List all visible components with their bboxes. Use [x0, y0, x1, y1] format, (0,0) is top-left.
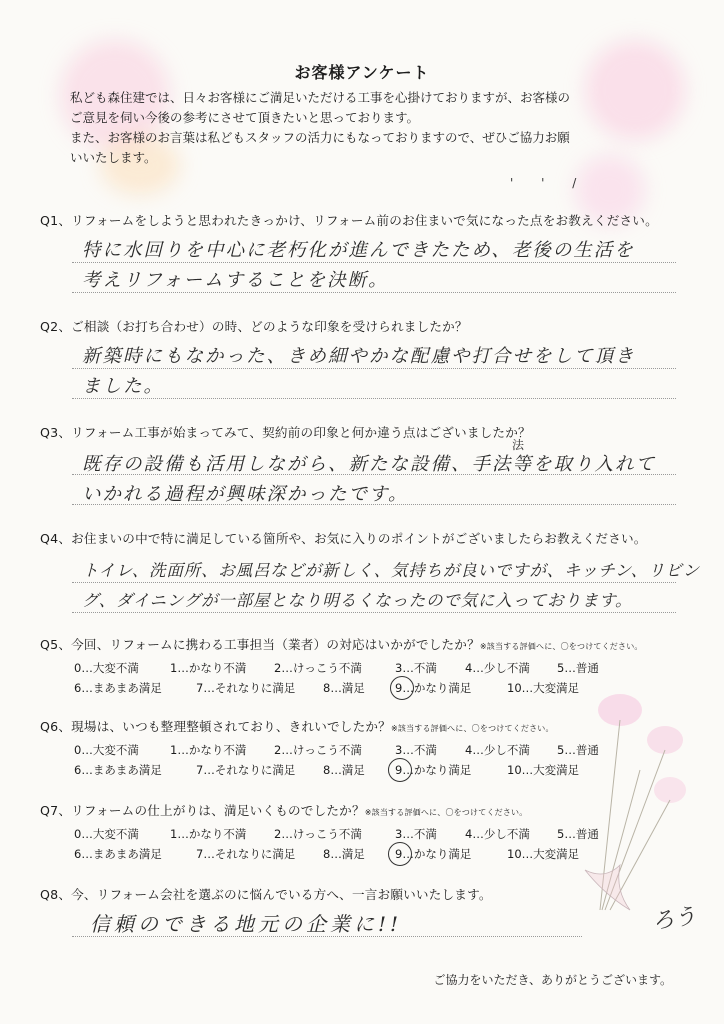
rating-note: ※該当する評価へに、〇をつけてください。	[364, 808, 528, 817]
rating-note: ※該当する評価へに、〇をつけてください。	[390, 724, 554, 733]
rating-option-8[interactable]: 8…満足	[323, 763, 365, 777]
question-7-text: Q7、リフォームの仕上がりは、満足いくものでしたか？	[40, 803, 365, 818]
question-2: Q2、ご相談（お打ち合わせ）の時、どのような印象を受けられましたか？	[40, 319, 468, 334]
question-5	[40, 634, 700, 653]
rating-option-5[interactable]: 5…普通	[557, 743, 599, 757]
answer-1-line-2: 考えリフォームすることを決断。	[82, 270, 389, 291]
intro-line: また、お客様のお言葉は私どもスタッフの活力にもなっておりますので、ぜひご協力お願	[70, 130, 570, 145]
question-7	[40, 800, 700, 819]
question-4: Q4、お住まいの中で特に満足している箇所や、お気に入りのポイントがございましたらお教えください。	[40, 531, 647, 546]
rating-option-7[interactable]: 7…それなりに満足	[196, 681, 296, 695]
rating-option-3[interactable]: 3…不満	[395, 827, 437, 841]
rating-option-1[interactable]: 1…かなり不満	[170, 743, 247, 757]
rating-scale-q6-row-1	[74, 742, 599, 758]
rating-option-3[interactable]: 3…不満	[395, 661, 437, 675]
answer-8-line-1: 信頼のできる地元の企業に!!	[90, 912, 403, 936]
intro-line: 私ども森住建では、日々お客様にご満足いただける工事を心掛けておりますが、お客様の	[70, 90, 571, 105]
answer-3-insert-mark: 法	[512, 438, 525, 452]
rating-option-2[interactable]: 2…けっこう不満	[274, 661, 362, 675]
rating-scale-q6-row-2	[74, 762, 594, 778]
rating-option-2[interactable]: 2…けっこう不満	[274, 743, 362, 757]
thanks-message: ご協力をいただき、ありがとうございます。	[433, 973, 672, 987]
question-5-text: Q5、今回、リフォームに携わる工事担当（業者）の対応はいかがでしたか？	[40, 637, 480, 652]
intro-text	[70, 88, 690, 168]
rating-option-9[interactable]: 9…かなり満足	[395, 681, 472, 695]
rating-option-10[interactable]: 10…大変満足	[507, 681, 580, 695]
rating-option-4[interactable]: 4…少し不満	[465, 661, 530, 675]
question-8: Q8、今、リフォーム会社を選ぶのに悩んでいる方へ、一言お願いいたします。	[40, 887, 492, 902]
intro-line: ご意見を伺い今後の参考にさせて頂きたいと思っております。	[70, 110, 420, 125]
answer-2-line-1: 新築時にもなかった、きめ細やかな配慮や打合せをして頂き	[82, 346, 636, 367]
rating-option-4[interactable]: 4…少し不満	[465, 827, 530, 841]
rating-option-8[interactable]: 8…満足	[323, 847, 365, 861]
rating-option-1[interactable]: 1…かなり不満	[170, 827, 247, 841]
answer-line	[72, 368, 676, 369]
page-title: お客様アンケート	[294, 63, 430, 82]
rating-option-6[interactable]: 6…まあまあ満足	[74, 847, 162, 861]
rating-option-4[interactable]: 4…少し不満	[465, 743, 530, 757]
answer-line	[72, 262, 676, 263]
rating-option-5[interactable]: 5…普通	[557, 661, 599, 675]
answer-4-line-1: トイレ、洗面所、お風呂などが新しく、気持ちが良いですが、キッチン、リビン	[82, 561, 700, 580]
rating-option-6[interactable]: 6…まあまあ満足	[74, 681, 162, 695]
answer-line	[72, 582, 676, 583]
rating-option-9[interactable]: 9…かなり満足	[395, 763, 472, 777]
selected-rating-circle	[390, 676, 414, 700]
rating-scale-q5-row-1	[74, 660, 599, 676]
rating-option-6[interactable]: 6…まあまあ満足	[74, 763, 162, 777]
rating-option-0[interactable]: 0…大変不満	[74, 827, 139, 841]
rating-option-5[interactable]: 5…普通	[557, 827, 599, 841]
rating-scale-q7-row-2	[74, 846, 594, 862]
rating-option-1[interactable]: 1…かなり不満	[170, 661, 247, 675]
rating-option-0[interactable]: 0…大変不満	[74, 743, 139, 757]
answer-3-line-1: 既存の設備も活用しながら、新たな設備、手法等を取り入れて	[82, 454, 657, 475]
signature-mark: ろう	[650, 904, 698, 935]
answer-3-line-2: いかれる過程が興味深かったです。	[82, 484, 409, 505]
rating-option-9[interactable]: 9…かなり満足	[395, 847, 472, 861]
rating-option-3[interactable]: 3…不満	[395, 743, 437, 757]
rating-option-7[interactable]: 7…それなりに満足	[196, 847, 296, 861]
answer-line	[72, 398, 676, 399]
rating-option-8[interactable]: 8…満足	[323, 681, 365, 695]
intro-line: いいたします。	[70, 150, 157, 165]
rating-option-10[interactable]: 10…大変満足	[507, 763, 580, 777]
question-3: Q3、リフォーム工事が始まってみて、契約前の印象と何か違う点はございましたか？	[40, 425, 531, 440]
rating-option-10[interactable]: 10…大変満足	[507, 847, 580, 861]
selected-rating-circle	[388, 842, 412, 866]
rating-option-0[interactable]: 0…大変不満	[74, 661, 139, 675]
rating-scale-q5-row-2	[74, 680, 594, 696]
question-1: Q1、リフォームをしようと思われたきっかけ、リフォーム前のお住まいで気になった点をお教えください。	[40, 213, 658, 228]
rating-note: ※該当する評価へに、〇をつけてください。	[479, 642, 643, 651]
rating-scale-q7-row-1	[74, 826, 599, 842]
question-6-text: Q6、現場は、いつも整理整頓されており、きれいでしたか？	[40, 719, 391, 734]
stray-marks: ' ' /	[510, 176, 589, 190]
selected-rating-circle	[388, 758, 412, 782]
answer-2-line-2: ました。	[82, 376, 165, 397]
rating-option-7[interactable]: 7…それなりに満足	[196, 763, 296, 777]
answer-1-line-1: 特に水回りを中心に老朽化が進んできたため、老後の生活を	[82, 240, 635, 261]
answer-line	[72, 292, 676, 293]
question-6	[40, 716, 700, 735]
answer-4-line-2: グ、ダイニングが一部屋となり明るくなったので気に入っております。	[82, 591, 633, 610]
answer-line	[72, 612, 676, 613]
rating-option-2[interactable]: 2…けっこう不満	[274, 827, 362, 841]
